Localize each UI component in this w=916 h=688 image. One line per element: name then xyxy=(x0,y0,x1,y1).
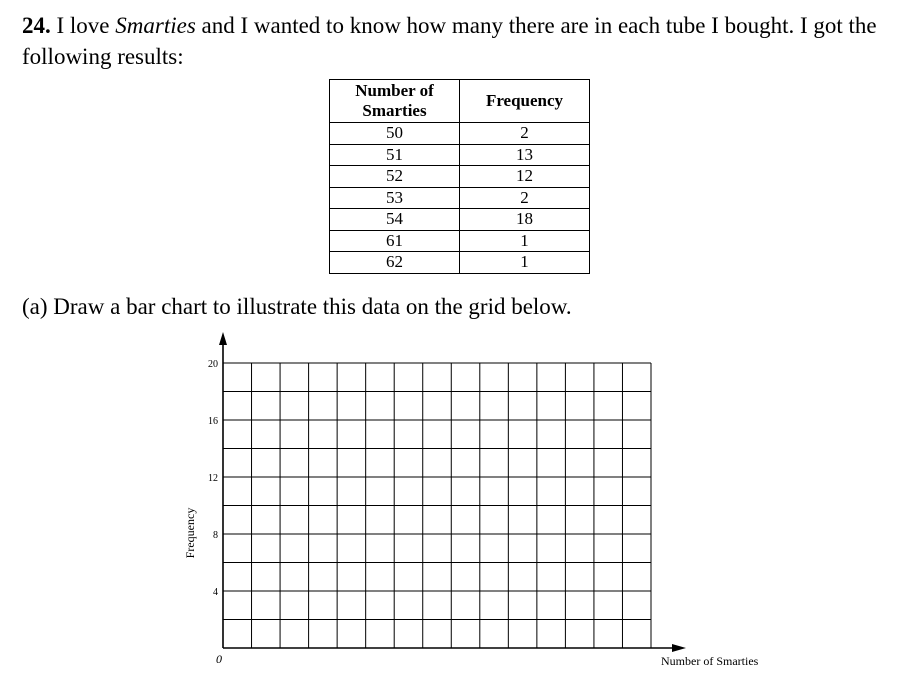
y-axis-label: Frequency xyxy=(183,507,197,559)
table-cell-value: 61 xyxy=(330,230,460,252)
table-cell-value: 62 xyxy=(330,252,460,274)
y-tick-label: 8 xyxy=(213,530,218,541)
part-a-instruction: (a) Draw a bar chart to illustrate this data on the grid below. xyxy=(22,294,572,319)
y-tick-label: 12 xyxy=(208,473,218,484)
table-cell-value: 50 xyxy=(330,123,460,145)
y-tick-label: 4 xyxy=(213,587,218,598)
table-cell-value: 53 xyxy=(330,187,460,209)
y-tick-label: 16 xyxy=(208,416,218,427)
table-cell-value: 54 xyxy=(330,209,460,231)
question-text-end: and I wanted to know how many there are in each tube I bought. I got the following results: xyxy=(22,13,877,69)
x-axis-label: Number of Smarties xyxy=(661,654,759,668)
chart-grid xyxy=(223,363,651,648)
question-emphasis: Smarties xyxy=(115,13,196,38)
y-tick-labels xyxy=(208,359,222,666)
table-cell-value: 52 xyxy=(330,166,460,188)
x-axis-arrow xyxy=(672,644,686,652)
table-cell-value: 51 xyxy=(330,144,460,166)
table-cell-frequency: 1 xyxy=(460,230,590,252)
table-cell-frequency: 13 xyxy=(460,144,590,166)
chart-axes xyxy=(219,332,686,652)
y-axis-arrow xyxy=(219,332,227,345)
y-tick-label: 20 xyxy=(208,359,218,370)
table-cell-frequency: 12 xyxy=(460,166,590,188)
table-cell-frequency: 2 xyxy=(460,123,590,145)
table-cell-frequency: 18 xyxy=(460,209,590,231)
table-cell-frequency: 2 xyxy=(460,187,590,209)
question-number: 24. xyxy=(22,13,51,38)
question-text-start: I love xyxy=(50,13,116,38)
header-number-of-smarties: Number of Smarties xyxy=(330,80,460,123)
header-frequency: Frequency xyxy=(460,80,590,123)
table-cell-frequency: 1 xyxy=(460,252,590,274)
y-tick-label: 0 xyxy=(216,652,222,666)
